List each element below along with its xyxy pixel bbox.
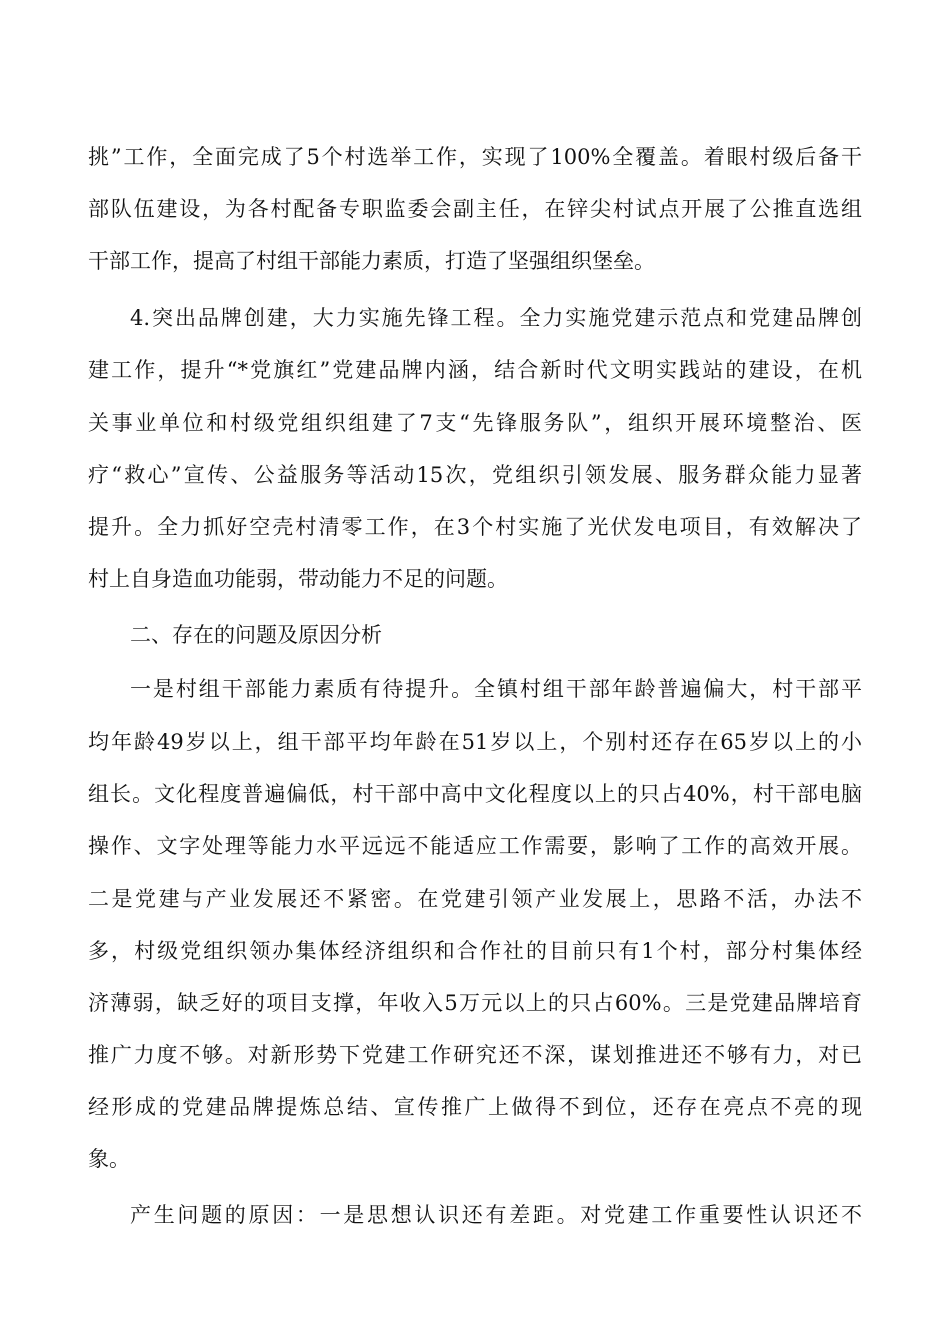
text-line: 一是村组干部能力素质有待提升。全镇村组干部年龄普遍偏大，村干部平 [130, 677, 862, 701]
text-line: 二是党建与产业发展还不紧密。在党建引领产业发展上，思路不活，办法不 [88, 887, 862, 911]
text-line: 4.突出品牌创建，大力实施先锋工程。全力实施党建示范点和党建品牌创 [130, 306, 862, 330]
text-line: 组长。文化程度普遍偏低，村干部中高中文化程度以上的只占40%，村干部电脑 [88, 782, 862, 806]
text-line: 经形成的党建品牌提炼总结、宣传推广上做得不到位，还存在亮点不亮的现 [88, 1095, 862, 1119]
text-line: 部队伍建设，为各村配备专职监委会副主任，在锌尖村试点开展了公推直选组 [88, 197, 862, 221]
text-line: 关事业单位和村级党组织组建了7支“先锋服务队”，组织开展环境整治、医 [88, 411, 862, 435]
text-line: 疗“救心”宣传、公益服务等活动15次，党组织引领发展、服务群众能力显著 [88, 463, 862, 487]
text-line: 操作、文字处理等能力水平远远不能适应工作需要，影响了工作的高效开展。 [88, 834, 862, 858]
text-line: 建工作，提升“*党旗红”党建品牌内涵，结合新时代文明实践站的建设，在机 [88, 358, 862, 382]
text-line: 提升。全力抓好空壳村清零工作，在3个村实施了光伏发电项目，有效解决了 [88, 515, 862, 539]
text-line: 象。 [88, 1147, 130, 1171]
text-line: 推广力度不够。对新形势下党建工作研究还不深，谋划推进还不够有力，对已 [88, 1043, 862, 1067]
text-line: 多，村级党组织领办集体经济组织和合作社的目前只有1个村，部分村集体经 [88, 939, 862, 963]
text-line: 济薄弱，缺乏好的项目支撑，年收入5万元以上的只占60%。三是党建品牌培育 [88, 991, 862, 1015]
section-heading: 二、存在的问题及原因分析 [130, 623, 382, 647]
text-line: 村上自身造血功能弱，带动能力不足的问题。 [88, 567, 508, 591]
text-line: 挑”工作，全面完成了5个村选举工作，实现了100%全覆盖。着眼村级后备干 [88, 145, 862, 169]
text-line: 干部工作，提高了村组干部能力素质，打造了坚强组织堡垒。 [88, 249, 655, 273]
text-line: 均年龄49岁以上，组干部平均年龄在51岁以上，个别村还存在65岁以上的小 [88, 730, 862, 754]
text-line: 产生问题的原因：一是思想认识还有差距。对党建工作重要性认识还不 [130, 1203, 862, 1227]
